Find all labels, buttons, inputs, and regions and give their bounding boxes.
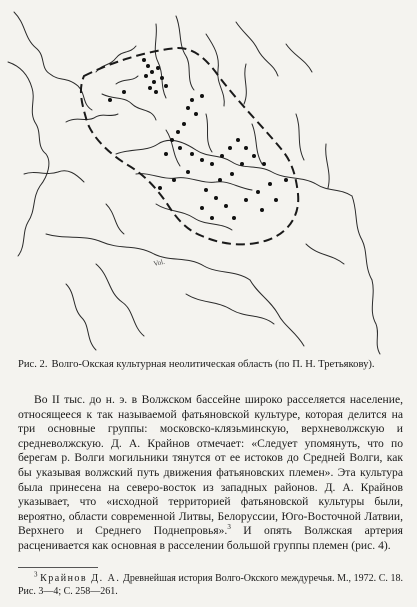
- map-region-label: Vol.: [152, 257, 166, 268]
- paragraph-text: Во II тыс. до н. э. в Волжском бассейне широко расселяется население, относящееся к так называемой фатьяновской культуре, которая делится на три основные группы: московско-клязьминскую, верхневолжскую и средневолжскую. Д. А. Крайнов отмечает: «Следует упомянуть, что по берегам р. Волги могильники тянутся от ее истоков до Средней Волги, как бы указывая волжский путь движения фатьяновских племен». Эта культура была принесена на северо-восток из западных районов. Д. А. Крайнов указывает, что «исходной территорией фатьяновской культуры были, вероятно, области современной Литвы, Белоруссии, Юго-Восточной Латвии, Верхнего и Среднего Поднепровья».: [18, 393, 403, 538]
- footnote-text: Древнейшая история Волго-Окского междуречья. М., 1972. С. 18. Рис. 3—4; С. 258—261.: [18, 573, 403, 597]
- footnote: [18, 570, 403, 598]
- paragraph: [18, 393, 403, 554]
- footnote-number: 3: [34, 570, 38, 579]
- footnote-divider: [18, 567, 98, 568]
- neolithic-culture-map: [6, 4, 409, 356]
- footnote-reference[interactable]: 3: [227, 523, 231, 532]
- figure-caption-text: Волго-Окская культурная неолитическая область (по П. Н. Третьякову).: [51, 359, 375, 370]
- figure-caption: [18, 358, 403, 372]
- figure-label: Рис. 2.: [18, 359, 48, 370]
- footnote-author: Крайнов Д. А.: [40, 573, 121, 584]
- main-paragraph: [18, 393, 403, 554]
- map-figure: [6, 4, 409, 356]
- paragraph-text-continued: И опять Волжская артерия расценивается как основная в расселении большой группы племен (рис. 4).: [18, 524, 403, 552]
- rivers-and-coastlines: [8, 12, 380, 354]
- settlement-dots: [108, 58, 288, 220]
